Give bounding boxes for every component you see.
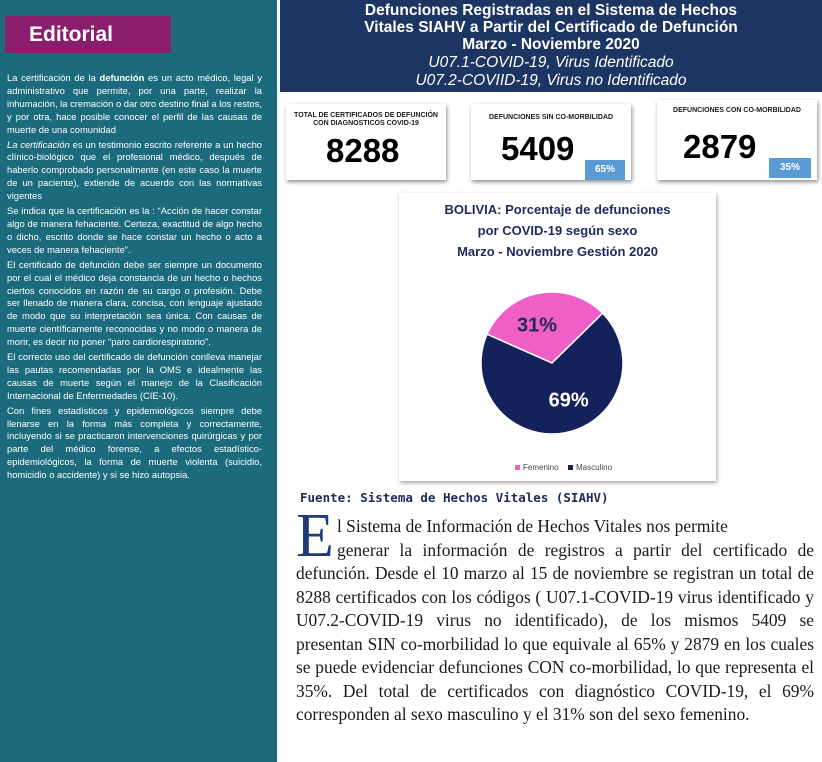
card-label: TOTAL DE CERTIFICADOS DE DEFUNCIÓN CON DIAGNOSTICOS COVID-19: [294, 112, 438, 127]
percent-badge: 35%: [769, 158, 811, 178]
total-certificates-card: [286, 104, 446, 180]
without-comorbidity-card: [471, 104, 631, 180]
card-label: DEFUNCIONES SIN CO-MORBILIDAD: [488, 114, 614, 121]
drop-cap: E: [296, 502, 334, 570]
editorial-paragraph: Se indica que la certificación es la : “Acción de hacer constar algo de manera fehaciente. Certeza, exactitud de algo hecho o dicho, escrito donde se hace constar un hecho o acto a veces de manera fehaciente”.: [7, 205, 262, 255]
source-note: Fuente: Sistema de Hechos Vitales (SIAHV): [300, 490, 609, 505]
card-value: 2879: [683, 128, 757, 165]
header-title-line: Vitales SIAHV a Partir del Certificado de Defunción: [364, 19, 738, 36]
gender-pie-chart: [399, 193, 716, 481]
card-value: 5409: [501, 130, 575, 167]
pie-data-label-masculino: 69%: [548, 389, 589, 412]
percent-badge: 65%: [585, 160, 625, 180]
header-date-line: Marzo - Noviembre 2020: [462, 36, 640, 53]
editorial-text: [7, 72, 262, 484]
chart-title: BOLIVIA: Porcentaje de defunciones por COVID-19 según sexo Marzo - Noviembre Gestión 2020: [444, 202, 671, 259]
editorial-paragraph: La certificación es un testimonio escrito referente a un hecho clínico-biológico que el profesional médico, después de haberlo comprobado personalmente (en este caso la muerte de un paciente), extiende de acuerdo con las normativas vigentes: [7, 138, 262, 202]
editorial-paragraph: El certificado de defunción debe ser siempre un documento por el cual el médico deja constancia de un hecho o hechos ciertos conocidos en razón de su cargo o profesión. Debe ser llenado de manera clara, concisa, con lenguaje ajustado de modo que su interpretación sea única. Con causas de muerte científicamente reconocidas y no modo o manera de morir, es decir no poner “paro cardiorespiratorio”.: [7, 258, 262, 348]
report-header: [280, 0, 822, 92]
legend-label-femenino: Femenino: [523, 463, 559, 472]
pie-chart-svg: [399, 193, 716, 481]
legend-label-masculino: Masculino: [576, 463, 613, 472]
legend-swatch-masculino: [568, 465, 573, 470]
card-label: DEFUNCIONES CON CO-MORBILIDAD: [673, 107, 801, 114]
header-title-line: Defunciones Registradas en el Sistema de Hechos: [364, 2, 738, 19]
with-comorbidity-card: [657, 100, 817, 180]
editorial-paragraph: El correcto uso del certificado de defunción conlleva manejar las pautas recomendadas por la OMS e idealmente las causas de muerte según el manejo de la Clasificación Internacional de Enfermedades (CIE-10).: [7, 351, 262, 401]
card-value: 8288: [326, 132, 400, 169]
editorial-paragraph: La certificación de la defunción es un acto médico, legal y administrativo que permite, por una parte, realizar la inhumación, la cremación o dar otro destino final a los restos, y por otra, hace posible conocer el perfil de las causas de muerte de una comunidad: [7, 72, 263, 135]
editorial-paragraph: Con fines estadísticos y epidemiológicos siempre debe llenarse en la forma más completa y correctamente, incluyendo si se practicaron intervenciones quirúrgicas y por parte del médico forense, a efectos estadístico-epidemiológicos, la forma de muerte violenta (suicidio, homicidio o accidente) y si se hizo autopsia.: [7, 404, 262, 481]
editorial-sidebar: [0, 0, 277, 762]
pie-data-label-femenino: 31%: [516, 314, 558, 337]
header-code-line: U07.2-COVIID-19, Virus no Identificado: [415, 72, 687, 89]
header-code-line: U07.1-COVID-19, Virus Identificado: [428, 54, 674, 71]
legend-swatch-femenino: [515, 465, 520, 470]
editorial-tab: Editorial: [5, 16, 171, 53]
body-paragraph: l Sistema de Información de Hechos Vitales nos permite generar la información de registros a partir del certificado de defunción. Desde el 10 marzo al 15 de noviembre se registran un total de 8288 certificados con los códigos ( U07.1-COVID-19 virus identificado y U07.2-COVID-19 virus no identificado), de los mismos 5409 se presentan SIN co-morbilidad lo que equivale al 65% y 2879 en los cuales se puede evidenciar defunciones CON co-morbilidad, lo que representa el 35%. Del total de certificados con diagnóstico COVID-19, el 69% corresponden al sexo masculino y el 31% son del sexo femenino.: [296, 516, 814, 724]
